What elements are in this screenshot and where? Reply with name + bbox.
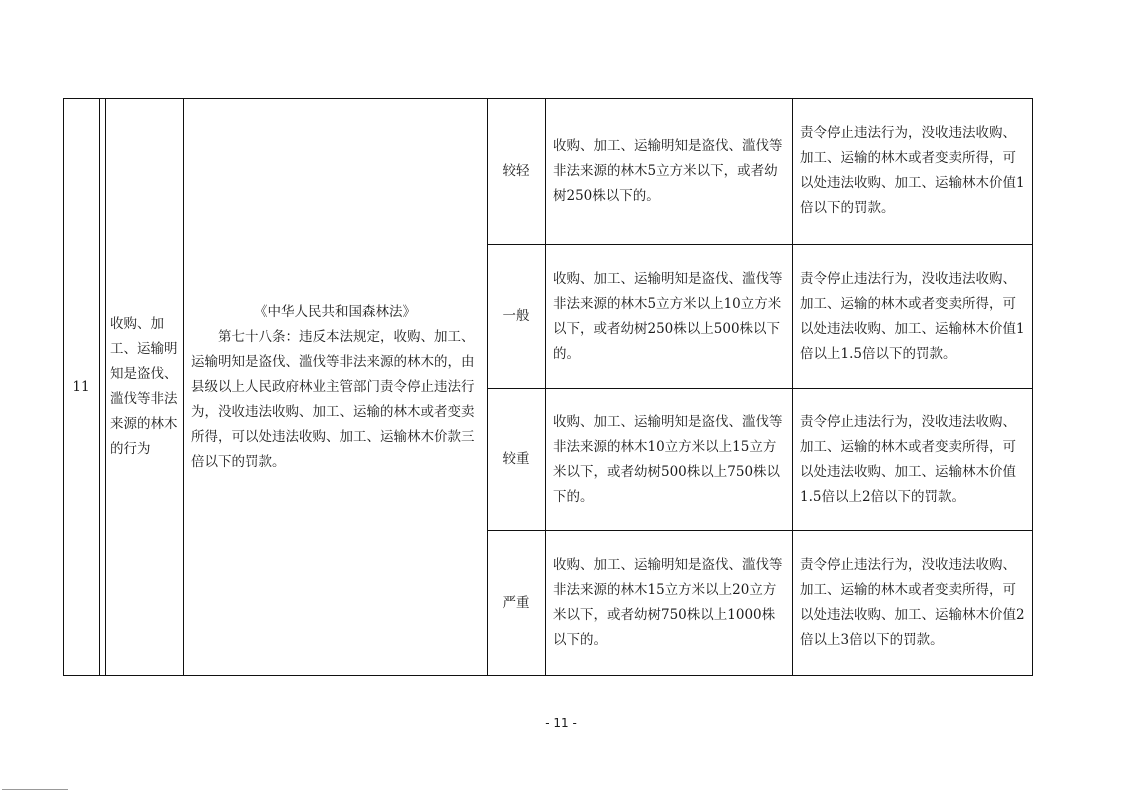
circumstance-text: 收购、加工、运输明知是盗伐、滥伐等非法来源的林木10立方米以上15立方米以下，或者幼树500株以上750株以下的。 — [553, 413, 783, 505]
circumstance-cell — [545, 98, 792, 244]
penalty-text: 责令停止违法行为，没收违法收购、加工、运输的林木或者变卖所得，可以处违法收购、加工、运输林木价值1.5倍以上2倍以下的罚款。 — [800, 413, 1016, 505]
penalty-table — [63, 98, 1033, 676]
scan-artifact — [2, 789, 68, 790]
level-cell — [487, 245, 545, 388]
level-label: 较轻 — [502, 162, 530, 179]
circumstance-cell — [545, 245, 792, 388]
legal-basis-cell — [183, 98, 487, 676]
penalty-text: 责令停止违法行为，没收违法收购、加工、运输的林木或者变卖所得，可以处违法收购、加工、运输林木价值2倍以上3倍以下的罚款。 — [800, 557, 1025, 648]
law-article: 第七十八条：违反本法规定，收购、加工、运输明知是盗伐、滥伐等非法来源的林木的，由县级以上人民政府林业主管部门责令停止违法行为，没收违法收购、加工、运输的林木或者变卖所得，可以处违法收购、加工、运输林木价款三倍以下的罚款。 — [191, 328, 475, 470]
penalty-cell — [792, 389, 1033, 530]
item-name-cell — [105, 98, 183, 676]
circumstance-cell — [545, 389, 792, 530]
level-cell — [487, 389, 545, 530]
circumstance-cell — [545, 531, 792, 675]
page-number: - 11 - — [545, 716, 577, 730]
row-number — [63, 98, 99, 676]
penalty-text: 责令停止违法行为，没收违法收购、加工、运输的林木或者变卖所得，可以处违法收购、加工、运输林木价值1倍以上1.5倍以下的罚款。 — [800, 270, 1025, 362]
penalty-cell — [792, 245, 1033, 388]
level-label: 一般 — [502, 308, 530, 324]
circumstance-text: 收购、加工、运输明知是盗伐、滥伐等非法来源的林木5立方米以上10立方米以下，或者幼树250株以上500株以下的。 — [553, 270, 783, 362]
item-name: 收购、加工、运输明知是盗伐、滥伐等非法来源的林木的行为 — [110, 316, 178, 457]
level-cell — [487, 531, 545, 675]
penalty-text: 责令停止违法行为，没收违法收购、加工、运输的林木或者变卖所得，可以处违法收购、加工、运输林木价值1倍以下的罚款。 — [800, 125, 1025, 216]
level-label: 较重 — [502, 451, 530, 467]
circumstance-text: 收购、加工、运输明知是盗伐、滥伐等非法来源的林木15立方米以上20立方米以下，或者幼树750株以上1000株以下的。 — [553, 557, 783, 648]
row-number-text: 11 — [72, 378, 90, 395]
law-title: 《中华人民共和国森林法》 — [254, 303, 416, 320]
level-cell — [487, 98, 545, 244]
level-label: 严重 — [502, 594, 530, 611]
penalty-cell — [792, 98, 1033, 244]
circumstance-text: 收购、加工、运输明知是盗伐、滥伐等非法来源的林木5立方米以下，或者幼树250株以下的。 — [553, 137, 783, 204]
penalty-cell — [792, 531, 1033, 675]
